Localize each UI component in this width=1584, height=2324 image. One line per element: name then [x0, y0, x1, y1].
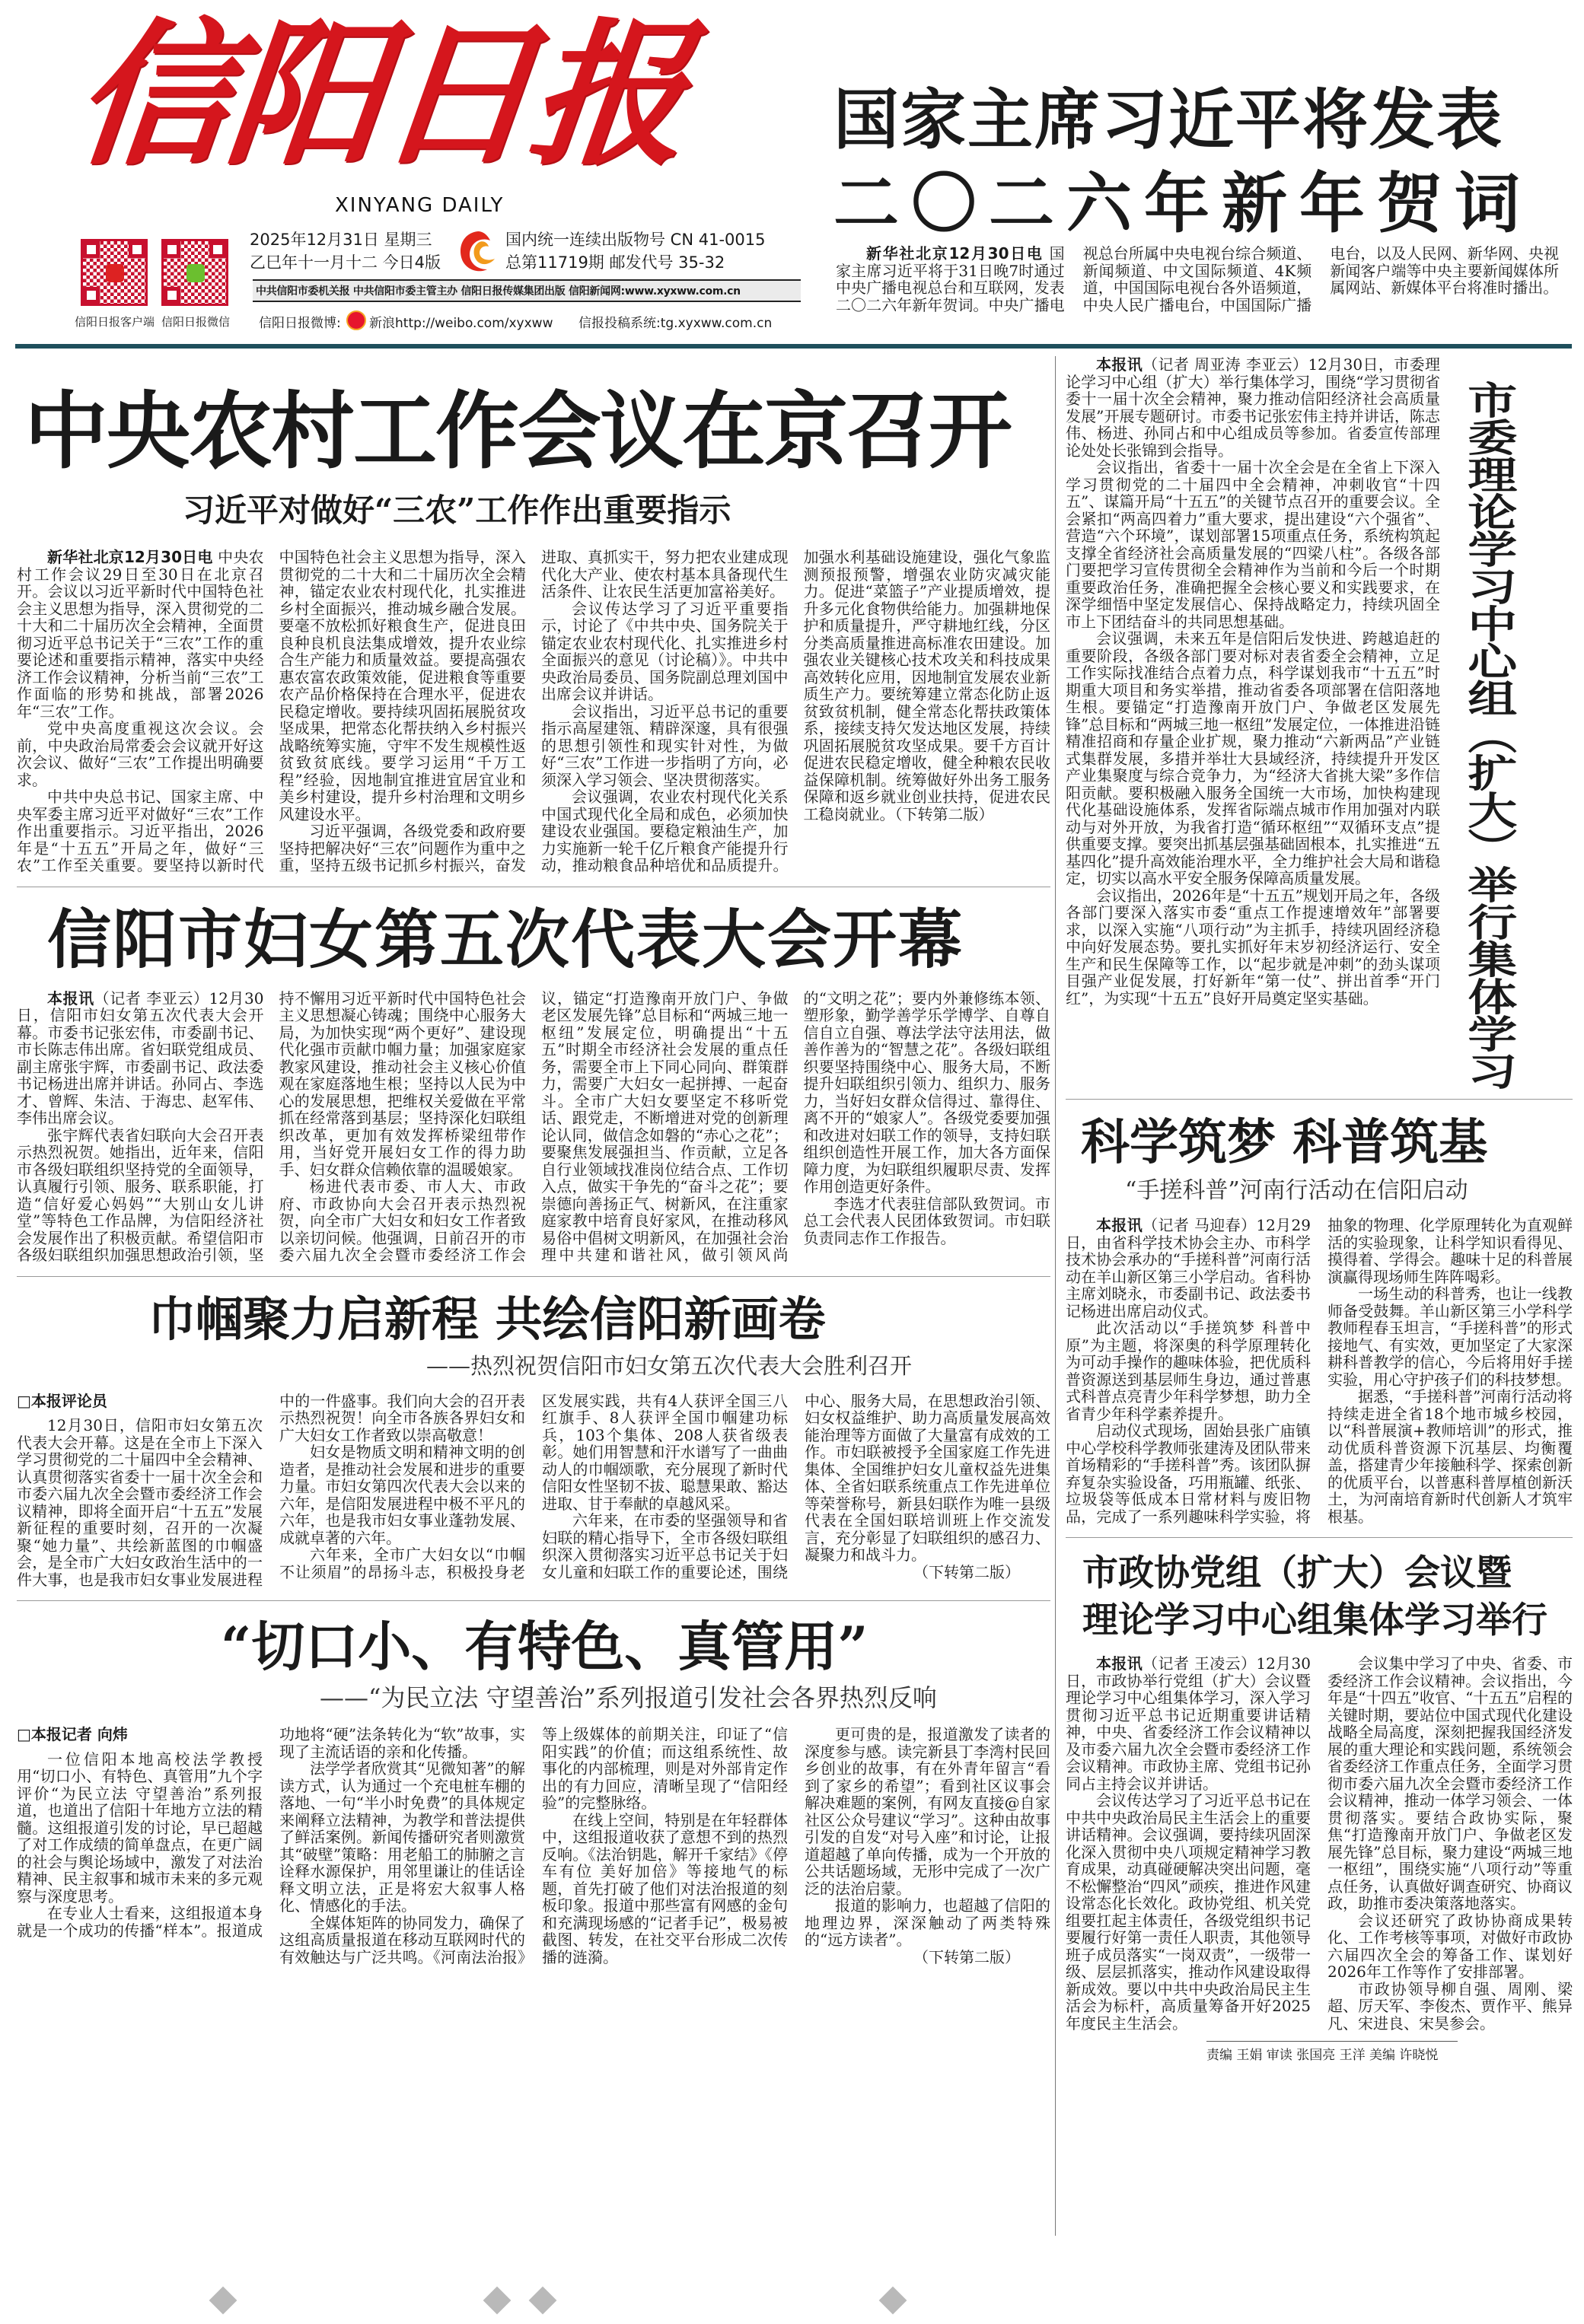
dateline: 本报讯: [47, 988, 94, 1008]
women-congress-headline: 信阳市妇女第五次代表大会开幕: [47, 901, 964, 977]
cppcc-body: [1066, 1655, 1573, 2032]
editor-credits: 责编 王娟 审读 张国亮 王洋 美编 许晓悦: [1206, 2048, 1439, 2063]
paragraph: [1066, 1792, 1311, 2032]
decorative-diamond: [209, 2287, 237, 2315]
section-divider: [1066, 1099, 1573, 1100]
paragraph: [1327, 1388, 1573, 1525]
issue-date: 2025年12月31日 星期三: [250, 231, 432, 249]
paragraph-text: （记者 周亚涛 李亚云）12月30日，市委理论学习中心组（扩大）举行集体学习，围绕“学习贯彻省委十一届十次全会精神，聚力推动信阳经济社会高质量发展”开展专题研讨。市委书记张宏伟主持并讲话，陈志伟、杨进、孙同占和中心组成员等参加。省委宣传部理论处处长张锦到会指导。: [1066, 355, 1441, 460]
weibo-label: 信阳日报微博:: [259, 316, 341, 331]
legislation-headline: “切口小、有特色、真管用”: [221, 1615, 868, 1678]
weibo-link[interactable]: 新浪http://weibo.com/xyxww: [369, 316, 553, 331]
legislation-subheadline: ——“为民立法 守望善治”系列报道引发社会各界热烈反响: [320, 1683, 937, 1712]
paragraph: [541, 600, 789, 703]
paragraph-text: 会议传达学习了习近平总书记在中共中央政治局民主生活会上的重要讲话精神。会议强调，要持续巩固深化深入贯彻中央八项规定精神学习教育成果，动真碰硬解决突出问题，毫不松懈整治“四风”顽疾，推进作风建设常态化长效化。政协党组、机关党组要扛起主体责任，各级党组织书记要履行好第一责任人职责，其他领导班子成员落实“一岗双责”，一级带一级、层层抓落实，推动作风建设取得新成效。要以中共中央政治局民主生活会为标杆，高质量筹备开好2025年度民主生活会。: [1066, 1791, 1311, 2033]
paragraph: [279, 1760, 525, 1915]
newspaper-emblem-icon: [457, 228, 499, 275]
paragraph-text: 一位信阳本地高校法学教授用“切口小、有特色、真管用”九个字评价“为民立法 守望善治”系列报道，也道出了信阳十年地方立法的精髓。这组报道引发的讨论，早已超越了对工作成绩的简单盘点，在更广阔的社会与舆论场域中，激发了对法治精神、民主叙事和城市未来的多元观察与深度思考。: [17, 1749, 263, 1905]
paragraph: [1066, 1655, 1311, 1792]
top-story-headline-line1: 国家主席习近平将发表: [833, 82, 1503, 158]
paragraph-text: （记者 马迎春）12月29日，由省科学技术协会主办、市科学技术协会承办的“手搓科普”河南行活动在羊山新区第三小学启动。省科协主席刘晓永，市委副书记、政法委书记杨进出席启动仪式。: [1066, 1216, 1311, 1320]
paragraph-text: 会议集中学习了中央、省委、市委经济工作会议精神。会议指出，今年是“十四五”收官、“十五五”启程的关键时期，要站位中国式现代化建设战略全局高度，深刻把握我国经济发展的重大理论和实践问题，系统领会省委经济工作重点任务，全面学习贯彻市委六届九次全会暨市委经济工作会议精神，推动一体学习领会、一体贯彻落实。要结合政协实际，聚焦“打造豫南开放门户、争做老区发展先锋”总目标，聚力建设“两城三地一枢纽”，围绕实施“八项行动”等重点任务，认真做好调查研究、协商议政，助推市委决策落地落实。: [1327, 1654, 1573, 1912]
decorative-diamond: [483, 2287, 512, 2315]
paragraph-text: 张宇辉代表省妇联向大会召开表示热烈祝贺。她指出，近年来，信阳市各级妇联组织坚持党的全面领导，认真履行引领、服务、联系职能，打造“信好爱心妈妈”“大别山女儿讲堂”等特色工作品牌，为信阳经济社会发展作出了积极贡献。希望信阳市各级妇联组织加强思想政治引领，坚持不懈用习近平新时代中国特色社会主义思想凝心铸魂；围绕中心服务大局，为加快实现“两个更好”、建设现代化强市贡献巾帼力量；加强家庭家教家风建设，推动社会主义核心价值观在家庭落地生根；坚持以人民为中心的发展思想，把维权关爱做在平常抓在经常落到基层；坚持深化妇联组织改革，更加有效发挥桥梁纽带作用，当好党开展妇女工作的得力助手、妇女群众信赖依靠的温暖娘家。: [17, 988, 526, 1264]
paragraph-text: 在专业人士看来，这组报道本身就是一个成功的传播“样本”。报道成功地将“硬”法条转化为“软”故事，实现了主流话语的亲和化传播。: [17, 1725, 525, 1940]
continued-note: （下转第二版）: [913, 1562, 1020, 1581]
paragraph-text: 会议指出，省委十一届十次全会是在全省上下深入学习贯彻党的二十届四中全会精神，冲刺收官“十四五”、谋篇开局“十五五”的关键节点召开的重要会议。全会紧扣“两高四着力”重大要求，提出建设“六个强省”、营造“六个环境”，谋划部署15项重点任务，系统构筑起支撑全省经济社会高质量发展的“四梁八柱”。各级各部门要把学习宣传贯彻全会精神作为当前和今后一个时期重要政治任务，准确把握全会核心要义和实践要求，在深学细悟中坚定发展信心、保持战略定力，持续巩固全市上下团结奋斗的共同思想基础。: [1066, 458, 1440, 631]
paragraph-text: 一场生动的科普秀，也让一线教师备受鼓舞。羊山新区第三小学科学教师程春玉坦言，“手搓科普”的形式接地气、有实效，更加坚定了大家深耕科普教学的信心，今后将用好手搓实验，用心守护孩子们的科技梦想。: [1327, 1285, 1573, 1389]
paragraph-text: （记者 王凌云）12月30日，市政协举行党组（扩大）会议暨理论学习中心组集体学习，深入学习贯彻习近平总书记近期重要讲话精神，中央、省委经济工作会议精神以及市委六届九次全会暨市委经济工作会议精神。市政协主席、党组书记孙同占主持会议并讲话。: [1066, 1654, 1311, 1793]
paragraph-text: 启动仪式现场，固始县张广庙镇中心学校科学教师张建涛及团队带来首场精彩的“手搓科普”秀。该团队摒弃复杂实验设备，巧用瓶罐、纸张、垃圾袋等低成本日常材料与废旧物品，完成了一系列趣味科学实验，将抽象的物理、化学原理转化为直观鲜活的实验现象，让科学知识看得见、摸得着、学得会。趣味十足的科普展演赢得现场师生阵阵喝彩。: [1066, 1216, 1573, 1526]
cppcc-headline-line1: 市政协党组（扩大）会议暨: [1082, 1552, 1512, 1594]
paragraph: [541, 703, 789, 789]
paragraph-text: 此次活动以“手搓筑梦 科普中原”为主题，将深奥的科学原理转化为可动手操作的趣味体验，把优质科普资源送到基层师生身边，通过普惠式科普点亮青少年科学梦想，助力全省青少年科学素养提升。: [1066, 1319, 1311, 1423]
paragraph: [1327, 1285, 1573, 1388]
paragraph-text: 李选才代表驻信部队致贺词。市总工会代表人民团体致贺词。市妇联负责同志作工作报告。: [803, 1194, 1050, 1247]
paragraph: [1066, 1217, 1311, 1320]
paragraph: [279, 1444, 525, 1546]
cppcc-headline-line2: 理论学习中心组集体学习举行: [1082, 1600, 1547, 1641]
paragraph-text: 报道的影响力，也超越了信阳的地理边界，深深触动了两类特殊的“远方读者”。: [805, 1896, 1050, 1949]
top-story-headline-line2: 二〇二六年新年贺词: [833, 166, 1532, 242]
top-story-body: [836, 245, 1559, 314]
paragraph-text: 会议强调，农业农村现代化关系中国式现代化全局和成色，必须加快建设农业强国。要稳定粮油生产，加力实施新一轮千亿斤粮食产能提升行动，推动粮食品种培优和品质提升。加强水利基础设施建设，强化气象监测预报预警，增强农业防灾减灾能力。促进“菜篮子”产业提质增效，提升多元化食物供给能力。加强耕地保护和质量提升，严守耕地红线，分区分类高质量推进高标准农田建设。加强农业关键核心技术攻关和科技成果高效转化应用，因地制宜发展农业新质生产力。要统筹建立常态化防止返贫致贫机制，健全常态化帮扶政策体系，接续支持欠发达地区发展，持续巩固拓展脱贫攻坚成果。要千方百计促进农民稳定增收，健全种粮农民收益保障机制。统筹做好外出务工服务保障和返乡就业创业扶持，促进农民工稳岗就业。（下转第二版）: [541, 548, 1050, 874]
paragraph-text: 会议指出，习近平总书记的重要指示高屋建瓴、精辟深邃，具有很强的思想引领性和现实针对性，为做好“三农”工作进一步指明了方向，必须深入学习领会、坚决贯彻落实。: [541, 702, 789, 789]
paragraph-text: 杨进代表市委、市人大、市政府、市政协向大会召开表示热烈祝贺，向全市广大妇女和妇女工作者致以亲切问候。他强调，日前召开的市委六届九次全会暨市委经济工作会议，锚定“打造豫南开放门户、争做老区发展先锋”总目标和“两城三地一枢纽”发展定位，明确提出“十五五”时期全市经济社会发展的重点任务，需要全市上下同心同向、群策群力，需要广大妇女一起拼搏、一起奋斗。全市广大妇女要坚定不移听党话、跟党走，不断增进对党的创新理论认同，做信念如磐的“赤心之花”；要聚焦发展强担当、作贡献，立足各自行业领域找准岗位结合点、工作切入点，做实干争先的“奋斗之花”；要崇德向善扬正气、树新风，在注重家庭家教中培育良好家风，在推动移风易俗中倡树文明新风，在加强社会治理中共建和谐社风，做引领风尚的“文明之花”；要内外兼修练本领、塑形象，勤学善学乐学博学、自尊自信自立自强、尊法学法守法用法，做善作善为的“智慧之花”。各级妇联组织要坚持围绕中心、服务大局，不断提升妇联组织引领力、组织力、服务力，当好妇女群众信得过、靠得住、离不开的“娘家人”。各级党委要加强和改进对妇联工作的领导，支持妇联组织创造性开展工作，加大各方面保障力度，为妇联组织履职尽责、发挥作用创造更好条件。: [279, 988, 1050, 1264]
decorative-diamond: [879, 2287, 907, 2315]
paragraph: [805, 1726, 1050, 1897]
rural-work-body: [17, 549, 1050, 874]
issue-number: 总第11719期 邮发代号 35-32: [505, 253, 725, 272]
section-divider: [17, 1276, 1050, 1277]
section-divider: [1066, 1537, 1573, 1538]
paragraph: [542, 1812, 788, 1966]
paragraph: [17, 549, 264, 720]
commentary-subheadline: ——热烈祝贺信阳市妇女第五次代表大会胜利召开: [426, 1352, 913, 1379]
paragraph: [804, 1195, 1051, 1247]
paragraph: [1066, 459, 1440, 630]
paragraph: [1327, 1981, 1573, 2033]
paragraph: [1066, 887, 1440, 1008]
byline: □本报评论员: [17, 1391, 107, 1410]
masthead-rule: [15, 344, 1572, 349]
newspaper-logo: 信阳日报: [67, 4, 693, 186]
women-congress-body: [17, 990, 1050, 1264]
column-divider: [1055, 356, 1056, 2236]
paragraph-text: 中共中央总书记、国家主席、中央军委主席习近平对做好“三农”工作作出重要指示。习近平指出，2026年是“十五五”开局之年，做好“三农”工作至关重要。要坚持以新时代中国特色社会主义思想为指导，深入贯彻党的二十大和二十届历次全会精神，锚定农业农村现代化，扎实推进乡村全面振兴，推动城乡融合发展。要毫不放松抓好粮食生产，促进良田良种良机良法集成增效，提升农业综合生产能力和质量效益。要提高强农惠农富农政策效能，促进粮食等重要农产品价格保持在合理水平，促进农民稳定增收。要持续巩固拓展脱贫攻坚成果，把常态化帮扶纳入乡村振兴战略统筹实施，守牢不发生规模性返贫致贫底线。要学习运用“千万工程”经验，因地制宜推进宜居宜业和美乡村建设，提升乡村治理和文明乡风建设水平。: [17, 548, 526, 874]
paragraph-text: 习近平强调，各级党委和政府要坚持把解决好“三农”问题作为重中之重，坚持五级书记抓乡村振兴，奋发进取、真抓实干，努力把农业建成现代化大产业、使农村基本具备现代生活条件、让农民生活更加富裕美好。: [279, 548, 789, 874]
paragraph: [1327, 1912, 1573, 1981]
dateline: 本报讯: [1096, 1216, 1143, 1234]
rural-work-subheadline: 习近平对做好“三农”工作作出重要指示: [183, 492, 731, 529]
publisher-bar: 中共信阳市委机关报 中共信阳市委主管主办 信阳日报传媒集团出版 信阳新闻网:www.xyxww.com.cn: [253, 279, 801, 302]
paragraph: [17, 1751, 263, 1905]
theory-study-title-cell: [1440, 356, 1562, 1087]
theory-study-body: [1066, 356, 1440, 1007]
paragraph-text: 在线上空间，特别是在年轻群体中，这组报道收获了意想不到的热烈反响。《法治钥匙，解开千家结》《停车有位 美好加倍》等接地气的标题，首先打破了他们对法治报道的刻板印象。报道中那些富有网感的金句和充满现场感的“记者手记”，极易被截图、转发，在社交平台形成二次传播的涟漪。: [542, 1810, 788, 1966]
right-news-column: [1066, 356, 1573, 2063]
dateline: 本报讯: [1096, 1654, 1143, 1673]
theory-study-headline: 市委理论学习中心组（扩大）举行集体学习: [1459, 380, 1518, 1089]
dateline: 新华社北京12月30日电: [866, 244, 1044, 263]
science-subheadline: “手搓科普”河南行活动在信阳启动: [1125, 1177, 1468, 1204]
section-divider: [17, 1600, 1050, 1601]
commentary-headline: 巾帼聚力启新程 共绘信阳新画卷: [148, 1291, 826, 1347]
qr-code-client-app: [81, 239, 148, 306]
paragraph-text: 会议还研究了政协协商成果转化、工作考核等事项，对做好市政协六届四次全会的筹备工作、谋划好2026年工作等作了安排部署。: [1327, 1911, 1573, 1981]
paragraph-text: 妇女是物质文明和精神文明的创造者，是推动社会发展和进步的重要力量。市妇女第四次代表大会以来的六年，是信阳发展进程中极不平凡的六年，也是我市妇女事业蓬勃发展、成就卓著的六年。: [279, 1443, 525, 1547]
continued-note: （下转第二版）: [913, 1947, 1020, 1966]
byline: □本报记者 向炜: [17, 1725, 128, 1743]
science-headline: 科学筑梦 科普筑基: [1081, 1114, 1488, 1171]
paragraph-text: 国家主席习近平将于31日晚7时通过中央广播电视总台和互联网，发表二〇二六年新年贺词。中央广播电视总台所属中央电视台综合频道、新闻频道、中文国际频道、4K频道，中国国际电视台各外语频道，中央人民广播电台，中国国际广播电台，以及人民网、新华网、央视新闻客户端等中央主要新闻媒体所属网站、新媒体平台将准时播出。: [836, 244, 1559, 314]
paragraph-text: 六年来，全市广大妇女以“巾帼不让须眉”的昂扬斗志，积极投身老区发展实践，共有4人获评全国三八红旗手、8人获评全国巾帼建功标兵，103个集体、208人获省级表彰。她们用智慧和汗水谱写了一曲曲动人的巾帼颂歌，充分展现了新时代信阳女性坚韧不拔、聪慧果敢、豁达进取、甘于奉献的卓越风采。: [279, 1391, 788, 1581]
newspaper-logo-english: XINYANG DAILY: [335, 194, 505, 217]
paragraph: [1066, 630, 1440, 887]
qr-label-wechat: 信阳日报微信: [161, 315, 231, 329]
paragraph: [1327, 1655, 1573, 1912]
paragraph-text: 会议强调，未来五年是信阳后发快进、跨越追赶的重要阶段，各级各部门要对标对表省委全会精神，立足工作实际找准结合点着力点，科学谋划我市“十五五”时期重大项目和务实举措，推动省委各项部署在信阳落地生根。要锚定“打造豫南开放门户、争做老区发展先锋”总目标和“两城三地一枢纽”发展定位，一体推进沿链精准招商和存量企业扩规，聚力推动“六新两品”产业链式集群发展，多措并举壮大县域经济，持续提升开发区产业集聚度与综合竞争力，为“经济大省挑大梁”多作信阳贡献。要积极融入服务全国统一大市场，加快构建现代化基础设施体系，发挥省际端点城市作用加强对内联动与对外开放，为我省打造“循环枢纽”“双循环支点”提供重要支撑。要突出抓基层强基础固根本，扎实推进“五基四化”提升高效能治理水平，全力维护社会大局和谐稳定，切实以高水平安全服务保障高质量发展。: [1066, 629, 1440, 887]
paragraph-text: （记者 李亚云）12月30日，信阳市妇女第五次代表大会开幕。市委书记张宏伟，市委副书记、市长陈志伟出席。省妇联党组成员、副主席张宇辉，市委副书记、政法委书记杨进出席并讲话。孙同占、李选才、曾辉、朱洁、于海忠、赵军伟、李伟出席会议。: [17, 988, 264, 1127]
lunar-date: 乙巳年十一月十二 今日4版: [250, 253, 441, 272]
weibo-icon: [346, 310, 366, 330]
submission-system-link[interactable]: 信报投稿系统:tg.xyxww.com.cn: [578, 316, 773, 331]
paragraph-text: 会议传达学习了习近平重要指示，讨论了《中共中央、国务院关于锚定农业农村现代化、扎实推进乡村全面振兴的意见（讨论稿）》。中共中央政治局委员、国务院副总理刘国中出席会议并讲话。: [541, 599, 789, 703]
paragraph-text: 更可贵的是，报道激发了读者的深度参与感。读完新县丁李湾村民回乡创业的故事，有在外青年留言“看到了家乡的希望”；看到社区议事会解决难题的案例，有网友直接@自家社区公众号建议“学习”。这种由故事引发的自发“对号入座”和讨论，让报道超越了单向传播，成为一个开放的公共话题场域，无形中完成了一次广泛的法治启蒙。: [805, 1725, 1050, 1898]
paragraph-text: 据悉，“手搓科普”河南行活动将持续走进全省18个地市城乡校园，以“科普展演+教师培训”的形式，推动优质科普资源下沉基层、均衡覆盖，搭建青少年接触科学、探索创新的优质平台，以普惠科普厚植创新沃土，为河南培育新时代创新人才筑牢根基。: [1327, 1387, 1573, 1526]
paragraph-text: 全媒体矩阵的协同发力，确保了这组高质量报道在移动互联网时代的有效触达与广泛共鸣。《河南法治报》等上级媒体的前期关注，印证了“信阳实践”的价值；而这组系统性、故事化的内部梳理，则是对外部肯定作出的有力回应，清晰呈现了“信阳经验”的完整脉络。: [279, 1725, 788, 1966]
paragraph-text: 六年来，在市委的坚强领导和省妇联的精心指导下，全市各级妇联组织深入贯彻落实习近平总书记关于妇女儿童和妇联工作的重要论述，围绕中心、服务大局，在思想政治引领、妇女权益维护、助力高质量发展高效能治理等方面做了大量富有成效的工作。市妇联被授予全国家庭工作先进集体、全国维护妇女儿童权益先进集体、全省妇联系统重点工作先进单位等荣誉称号，新县妇联作为唯一县级代表在全国妇联培训班上作交流发言，充分彰显了妇联组织的感召力、凝聚力和战斗力。: [542, 1391, 1050, 1581]
paragraph: [17, 990, 264, 1127]
paragraph-text: 法学学者欣赏其“见微知著”的解读方式，认为通过一个充电桩车棚的落地、一句“半小时免费”的具体规定来阐释立法精神，为教学和普法提供了鲜活案例。新闻传播研究者则激赏其“破壁”策略：用老船工的肺腑之言诠释水源保护，用邻里谦让的佳话诠释文明立法，正是将宏大叙事人格化、情感化的手法。: [279, 1759, 525, 1915]
dateline: 本报讯: [1096, 355, 1143, 374]
paragraph: [17, 720, 264, 788]
science-body: [1066, 1217, 1573, 1525]
paragraph-text: 12月30日，信阳市妇女第五次代表大会开幕。这是在全市上下深入学习贯彻党的二十届四中全会精神、认真贯彻落实省委十一届十次全会和市委六届九次全会暨市委经济工作会议精神，即将全面开启“十五五”发展新征程的重要时刻，召开的一次凝聚“她力量”、共绘新蓝图的巾帼盛会，是全市广大妇女政治生活中的一件大事，也是我市妇女事业发展进程中的一件盛事。我们向大会的召开表示热烈祝贺！向全市各族各界妇女和广大妇女工作者致以崇高敬意！: [17, 1391, 525, 1589]
decorative-diamond: [529, 2287, 557, 2315]
paragraph: [1066, 1320, 1311, 1422]
left-news-column: [17, 380, 1050, 1966]
paragraph-text: 中央农村工作会议29日至30日在北京召开。会议以习近平新时代中国特色社会主义思想为指导，深入贯彻党的二十大和二十届历次全会精神，全面贯彻习近平总书记关于“三农”工作的重要论述和重要指示精神，落实中央经济工作会议精神，分析当前“三农”工作面临的形势和挑战，部署2026年“三农”工作。: [17, 548, 264, 721]
paragraph-text: 党中央高度重视这次会议。会前，中央政治局常委会会议就开好这次会议、做好“三农”工作提出明确要求。: [17, 719, 264, 789]
dateline: 新华社北京12月30日电: [47, 548, 213, 566]
rural-work-headline: 中央农村工作会议在京召开: [24, 383, 1011, 480]
paragraph: [836, 245, 1559, 314]
theory-study-article: [1066, 356, 1573, 1087]
qr-label-client-app: 信阳日报客户端: [75, 315, 155, 329]
paragraph: [805, 1897, 1050, 1949]
credits-box: [1206, 2041, 1458, 2063]
qr-code-wechat: [161, 239, 228, 306]
paragraph-text: 市政协领导柳自强、周刚、梁超、厉天军、李俊杰、贾作平、熊异凡、宋进良、宋昊参会。: [1327, 1979, 1573, 2033]
commentary-body: [17, 1393, 1050, 1589]
paragraph-text: 会议指出，2026年是“十五五”规划开局之年，各级各部门要深入落实市委“重点工作提速增效年”部署要求，以深入实施“八项行动”为主抓手，持续巩固经济稳中向好发展态势。要扎实抓好年末岁初经济运行、安全生产和民生保障等工作，以“起步就是冲刺”的劲头谋项目强产业促发展，打好新年“第一仗”、拼出首季“开门红”，为实现“十五五”良好开局奠定坚实基础。: [1066, 886, 1440, 1008]
cn-serial-number: 国内统一连续出版物号 CN 41-0015: [505, 231, 766, 249]
legislation-body: [17, 1726, 1050, 1966]
paragraph: [1066, 356, 1440, 459]
